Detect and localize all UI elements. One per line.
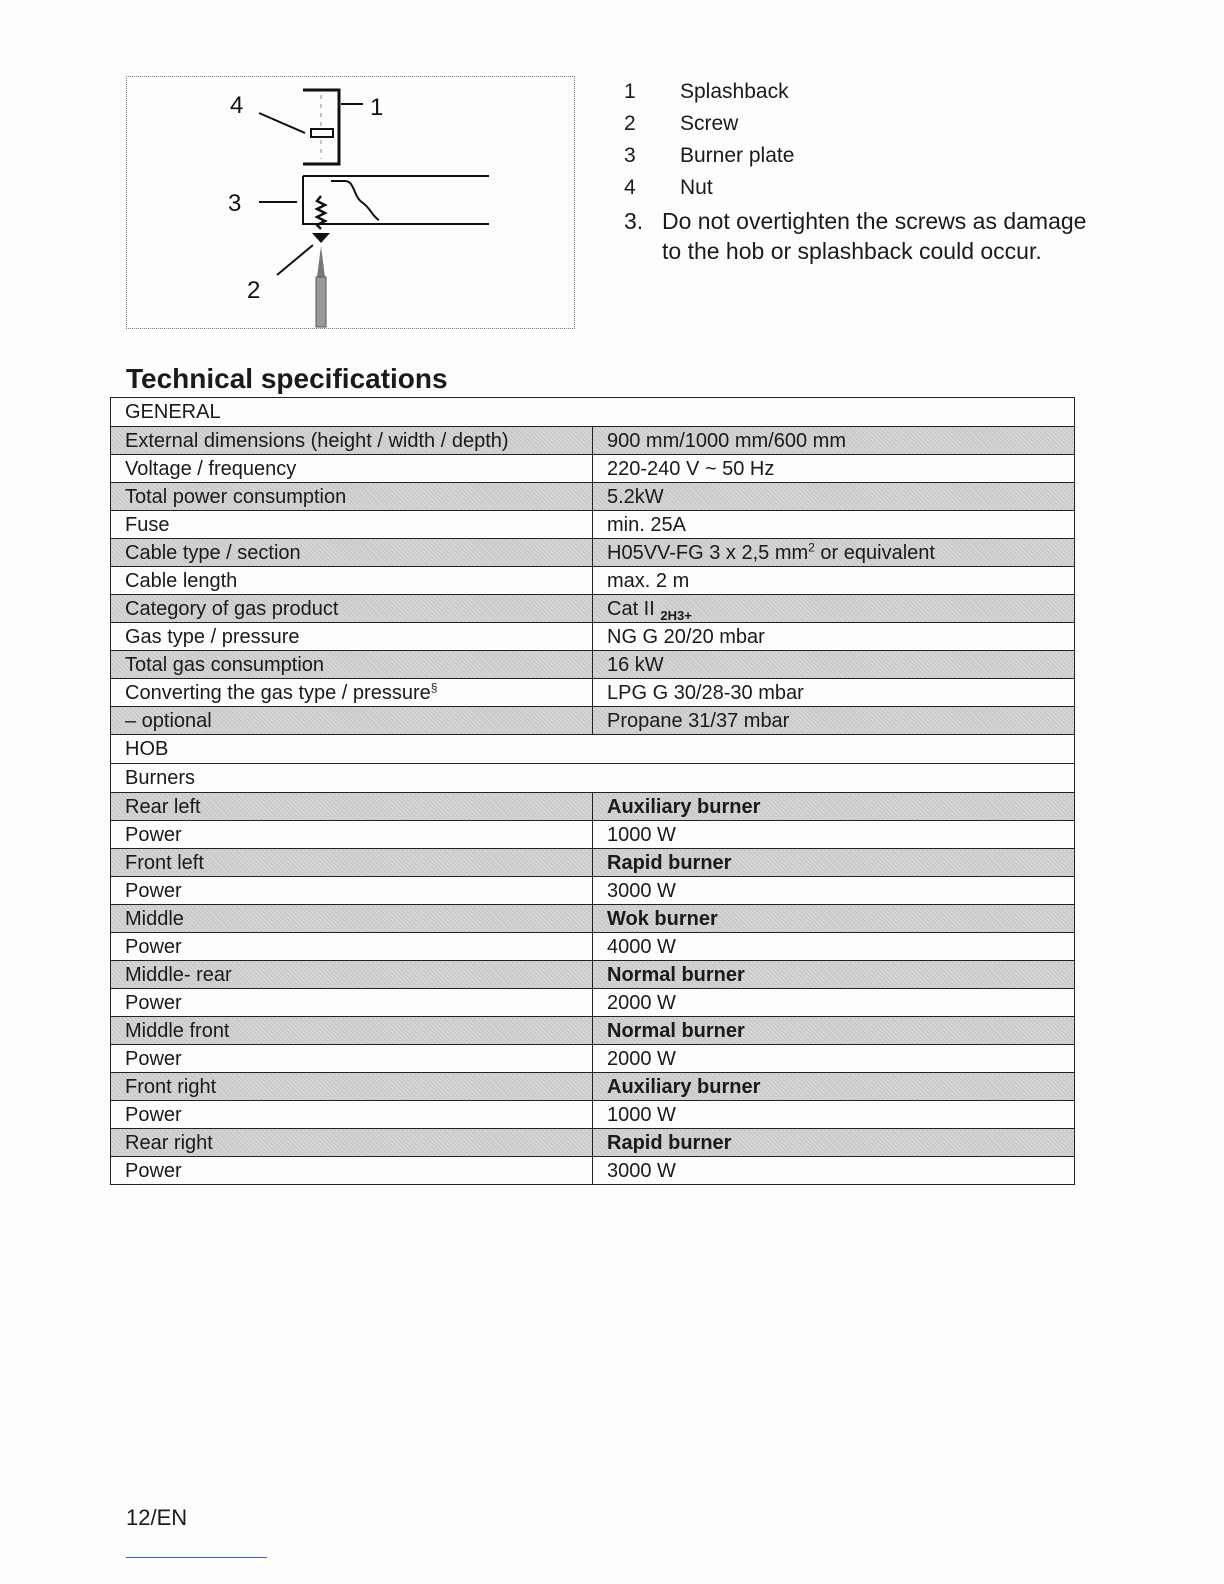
subscript: 2H3+ — [660, 607, 692, 623]
spec-label: Total power consumption — [111, 483, 593, 511]
callout-1: 1 — [370, 94, 384, 121]
burner-position: Middle- rear — [111, 961, 593, 989]
burner-position: Rear left — [111, 793, 593, 821]
splashback-screw-diagram — [127, 77, 576, 330]
burner-plate-curve — [331, 181, 379, 220]
burner-position: Middle front — [111, 1017, 593, 1045]
table-row — [111, 933, 1075, 961]
legend-item — [624, 172, 1094, 204]
spec-value: 900 mm/1000 mm/600 mm — [593, 427, 1075, 455]
spec-label: Category of gas product — [111, 595, 593, 623]
power-value: 2000 W — [593, 989, 1075, 1017]
spec-value: max. 2 m — [593, 567, 1075, 595]
spec-label: Fuse — [111, 511, 593, 539]
table-row — [111, 1157, 1075, 1185]
callout-3: 3 — [228, 190, 242, 217]
legend-label: Splashback — [680, 80, 789, 103]
power-label: Power — [111, 933, 593, 961]
table-row — [111, 623, 1075, 651]
note-text: Do not overtighten the screws as damage to the hob or splashback could occur. — [662, 208, 1087, 264]
note-number: 3. — [624, 208, 644, 234]
table-row — [111, 539, 1075, 567]
table-row — [111, 821, 1075, 849]
spec-label: Gas type / pressure — [111, 623, 593, 651]
screwdriver-shaft — [317, 246, 325, 277]
technical-specifications-table — [110, 397, 1075, 1185]
power-label: Power — [111, 1157, 593, 1185]
power-label: Power — [111, 1045, 593, 1073]
legend-label: Nut — [680, 176, 713, 199]
spec-value: Propane 31/37 mbar — [593, 707, 1075, 735]
spec-value: NG G 20/20 mbar — [593, 623, 1075, 651]
table-row — [111, 427, 1075, 455]
table-row — [111, 679, 1075, 707]
burner-type: Normal burner — [593, 1017, 1075, 1045]
legend-item — [624, 140, 1094, 172]
superscript: § — [430, 679, 438, 694]
spec-value: 220-240 V ~ 50 Hz — [593, 455, 1075, 483]
burner-plate-edge — [303, 176, 489, 224]
table-row — [111, 483, 1075, 511]
legend-label: Screw — [680, 112, 739, 135]
table-row — [111, 651, 1075, 679]
power-value: 3000 W — [593, 1157, 1075, 1185]
table-row — [111, 455, 1075, 483]
table-row — [111, 1101, 1075, 1129]
section-heading-hob: HOB — [111, 735, 1075, 764]
legend-number: 2 — [624, 112, 636, 135]
power-label: Power — [111, 989, 593, 1017]
legend-number: 4 — [624, 176, 636, 199]
screwdriver-handle — [316, 277, 326, 327]
spec-label: Voltage / frequency — [111, 455, 593, 483]
callout-4: 4 — [230, 92, 244, 119]
spec-value: LPG G 30/28-30 mbar — [593, 679, 1075, 707]
table-row — [111, 905, 1075, 933]
spec-label: External dimensions (height / width / depth) — [111, 427, 593, 455]
burner-type: Wok burner — [593, 905, 1075, 933]
table-row — [111, 1017, 1075, 1045]
section-title: Technical specifications — [126, 363, 448, 394]
callout-2: 2 — [247, 277, 261, 304]
spec-value: Cat II $_{2H3+}$ — [593, 595, 1075, 623]
section-heading-general: GENERAL — [111, 398, 1075, 427]
spec-label: Cable length — [111, 567, 593, 595]
burner-type: Rapid burner — [593, 1129, 1075, 1157]
table-row — [111, 1073, 1075, 1101]
table-row — [111, 567, 1075, 595]
spec-value: 16 kW — [593, 651, 1075, 679]
leader-line-2 — [277, 245, 313, 275]
burner-position: Middle — [111, 905, 593, 933]
table-row — [111, 735, 1075, 764]
burner-type: Auxiliary burner — [593, 793, 1075, 821]
spec-value: 5.2kW — [593, 483, 1075, 511]
table-row — [111, 398, 1075, 427]
burner-type: Normal burner — [593, 961, 1075, 989]
burner-position: Rear right — [111, 1129, 593, 1157]
burner-type: Rapid burner — [593, 849, 1075, 877]
table-row — [111, 793, 1075, 821]
table-row — [111, 961, 1075, 989]
installation-note — [624, 206, 1094, 266]
burner-position: Front left — [111, 849, 593, 877]
legend-number: 1 — [624, 80, 636, 103]
table-row — [111, 989, 1075, 1017]
power-value: 4000 W — [593, 933, 1075, 961]
nut-shape — [311, 129, 333, 137]
power-label: Power — [111, 1101, 593, 1129]
burner-type: Auxiliary burner — [593, 1073, 1075, 1101]
table-row — [111, 595, 1075, 623]
section-heading-burners: Burners — [111, 764, 1075, 793]
spec-value: H05VV-FG 3 x 2,5 $mm^2$ or equivalent — [593, 539, 1075, 567]
power-value: 3000 W — [593, 877, 1075, 905]
table-row — [111, 707, 1075, 735]
spec-label: Total gas consumption — [111, 651, 593, 679]
leader-line-4 — [259, 113, 305, 133]
power-label: Power — [111, 877, 593, 905]
superscript: 2 — [808, 539, 815, 554]
power-value: 1000 W — [593, 821, 1075, 849]
figure-legend — [624, 76, 1094, 204]
table-row — [111, 1045, 1075, 1073]
power-value: 1000 W — [593, 1101, 1075, 1129]
page-number: 12/EN — [126, 1505, 188, 1530]
screw-head — [312, 233, 330, 243]
table-row — [111, 849, 1075, 877]
burner-position: Front right — [111, 1073, 593, 1101]
power-value: 2000 W — [593, 1045, 1075, 1073]
table-row — [111, 511, 1075, 539]
table-row — [111, 1129, 1075, 1157]
legend-number: 3 — [624, 144, 636, 167]
footer-rule — [126, 1557, 267, 1558]
legend-label: Burner plate — [680, 144, 795, 167]
legend-item — [624, 76, 1094, 108]
spec-label: Cable type / section — [111, 539, 593, 567]
spec-label: – optional — [111, 707, 593, 735]
spec-label: Converting the gas type / pressure§ — [111, 679, 593, 707]
table-row — [111, 764, 1075, 793]
spec-value: min. 25A — [593, 511, 1075, 539]
legend-item — [624, 108, 1094, 140]
installation-diagram — [126, 76, 575, 329]
table-row — [111, 877, 1075, 905]
power-label: Power — [111, 821, 593, 849]
